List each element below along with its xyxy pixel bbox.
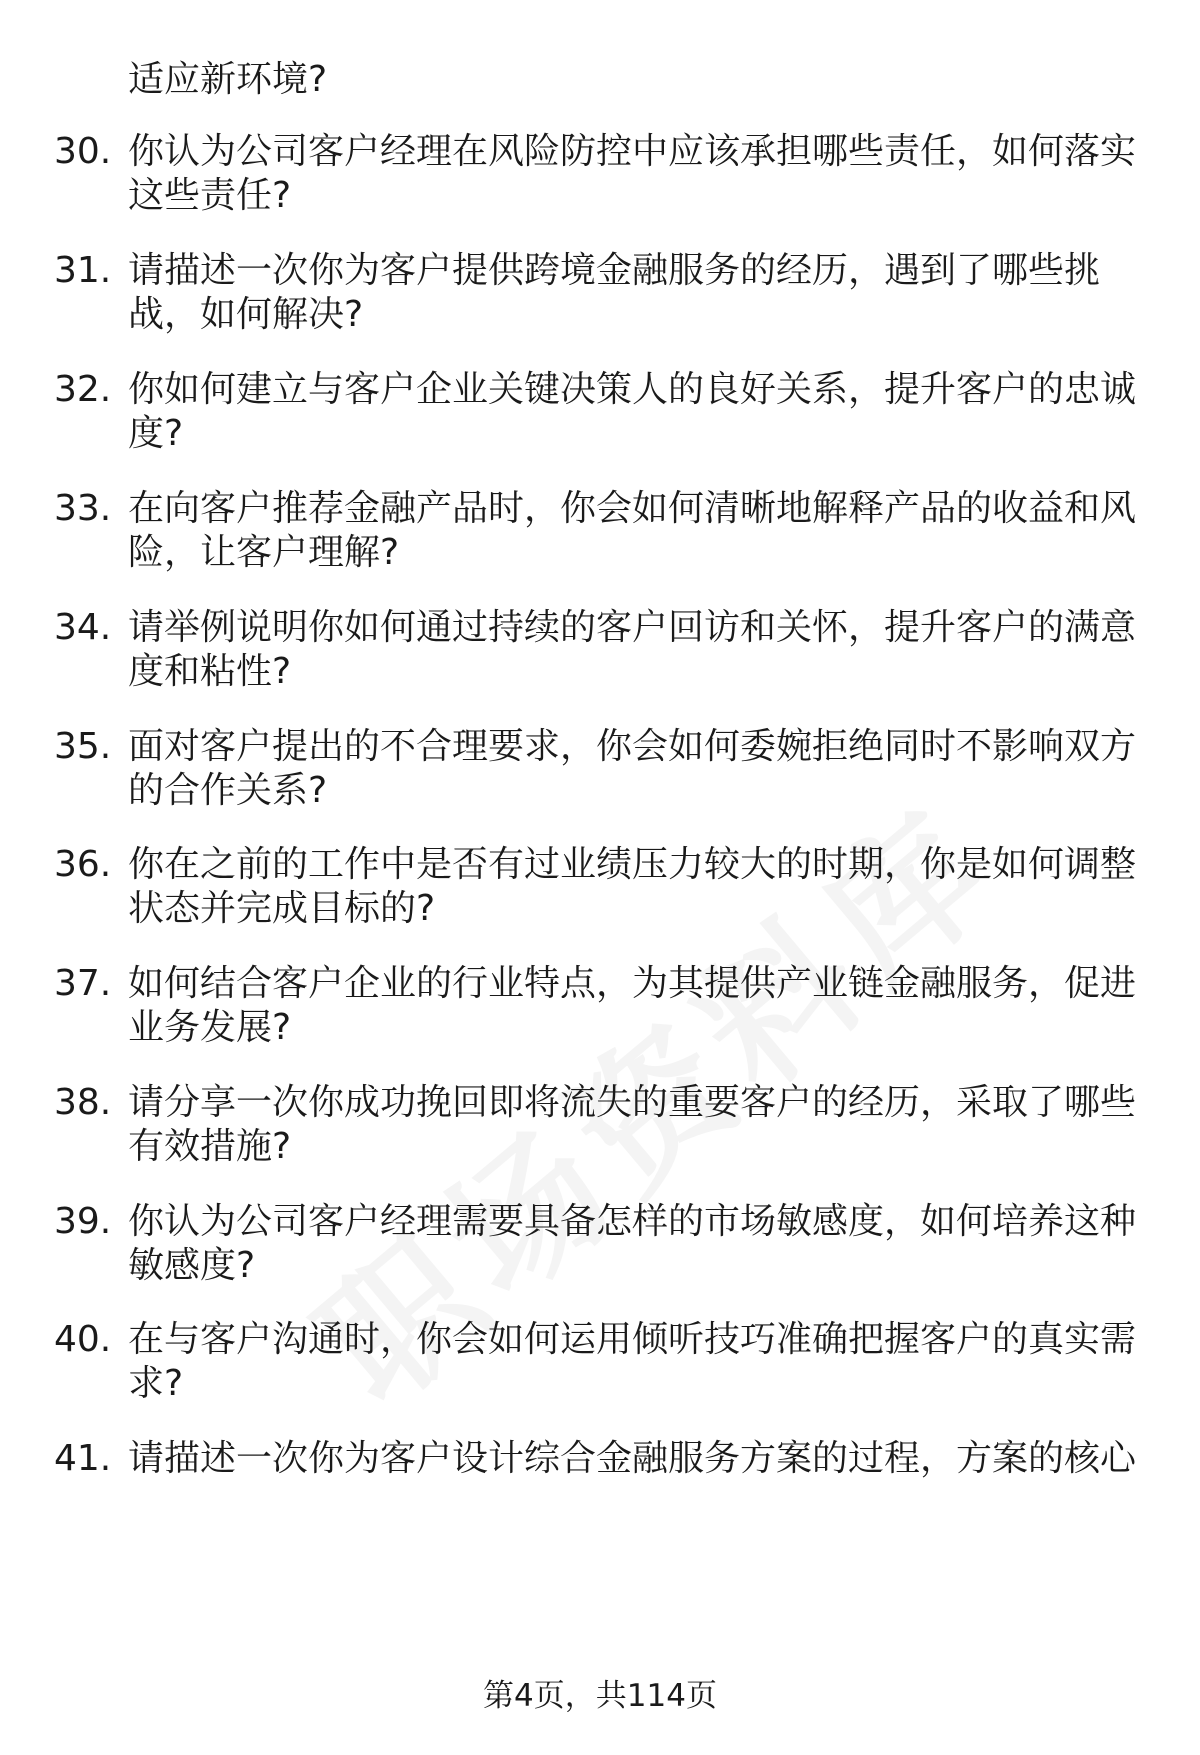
question-text-line: 的合作关系? xyxy=(128,770,328,811)
question-number: 33. xyxy=(54,488,112,529)
question-text-line: 度和粘性? xyxy=(128,651,292,692)
question-number: 36. xyxy=(54,844,112,885)
question-text-line: 在与客户沟通时，你会如何运用倾听技巧准确把握客户的真实需 xyxy=(128,1319,1137,1360)
question-text-line: 请分享一次你成功挽回即将流失的重要客户的经历，采取了哪些 xyxy=(128,1082,1137,1123)
question-number: 40. xyxy=(54,1319,112,1360)
question-text-line: 险，让客户理解? xyxy=(128,532,400,573)
page-footer: 第4页，共114页 xyxy=(483,1678,717,1714)
question-text-line: 有效措施? xyxy=(128,1126,292,1167)
question-number: 31. xyxy=(54,250,112,291)
question-number: 35. xyxy=(54,726,112,767)
question-text-line: 你在之前的工作中是否有过业绩压力较大的时期，你是如何调整 xyxy=(128,844,1137,885)
question-text-line: 请举例说明你如何通过持续的客户回访和关怀，提升客户的满意 xyxy=(128,607,1137,648)
question-text-line: 请描述一次你为客户提供跨境金融服务的经历，遇到了哪些挑 xyxy=(128,250,1101,291)
question-text-line: 敏感度? xyxy=(128,1245,256,1286)
question-text-line: 求? xyxy=(128,1363,184,1404)
question-number: 34. xyxy=(54,607,112,648)
question-text-line: 在向客户推荐金融产品时，你会如何清晰地解释产品的收益和风 xyxy=(128,488,1137,529)
question-text-line: 这些责任? xyxy=(128,175,292,216)
question-number: 30. xyxy=(54,131,112,172)
question-number: 37. xyxy=(54,963,112,1004)
question-number: 39. xyxy=(54,1201,112,1242)
carry-over-line: 适应新环境? xyxy=(128,59,328,100)
question-text-line: 你认为公司客户经理在风险防控中应该承担哪些责任，如何落实 xyxy=(128,131,1137,172)
question-number: 32. xyxy=(54,369,112,410)
question-text-line: 度? xyxy=(128,413,184,454)
question-number: 38. xyxy=(54,1082,112,1123)
question-text-line: 业务发展? xyxy=(128,1007,292,1048)
question-text-line: 面对客户提出的不合理要求，你会如何委婉拒绝同时不影响双方 xyxy=(128,726,1137,767)
question-text-line: 你如何建立与客户企业关键决策人的良好关系，提升客户的忠诚 xyxy=(128,369,1137,410)
question-text-line: 状态并完成目标的? xyxy=(128,888,436,929)
question-text-line: 请描述一次你为客户设计综合金融服务方案的过程，方案的核心 xyxy=(128,1438,1137,1479)
question-number: 41. xyxy=(54,1438,112,1479)
question-text-line: 战，如何解决? xyxy=(128,294,364,335)
question-text-line: 你认为公司客户经理需要具备怎样的市场敏感度，如何培养这种 xyxy=(128,1201,1137,1242)
question-text-line: 如何结合客户企业的行业特点，为其提供产业链金融服务，促进 xyxy=(128,963,1137,1004)
